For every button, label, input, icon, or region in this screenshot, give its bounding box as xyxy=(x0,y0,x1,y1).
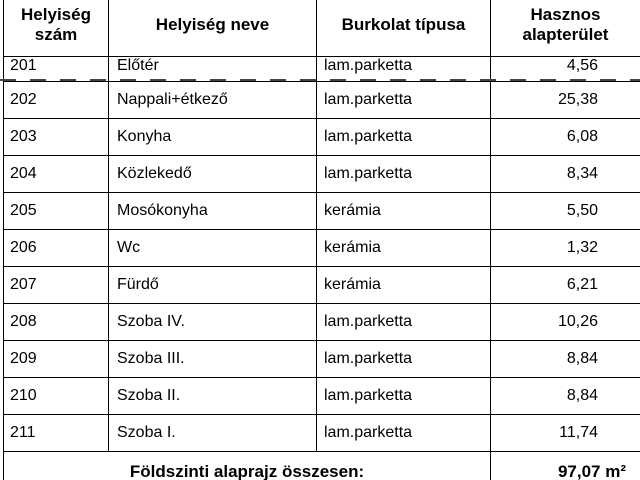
header-room-number xyxy=(4,0,109,57)
room-name: Szoba III. xyxy=(109,341,317,378)
room-name: Szoba IV. xyxy=(109,304,317,341)
room-name: Szoba II. xyxy=(109,378,317,415)
room-number: 203 xyxy=(4,119,109,156)
table-row xyxy=(4,415,640,452)
header-row xyxy=(4,0,640,57)
floor-type: lam.parketta xyxy=(317,341,491,378)
table-row xyxy=(4,57,640,82)
room-area: 11,74 xyxy=(491,415,640,452)
room-number: 206 xyxy=(4,230,109,267)
table-row xyxy=(4,119,640,156)
room-number: 202 xyxy=(4,82,109,119)
room-name: Mosókonyha xyxy=(109,193,317,230)
room-number: 210 xyxy=(4,378,109,415)
room-number: 209 xyxy=(4,341,109,378)
room-number: 211 xyxy=(4,415,109,452)
header-usable-area-line1: Hasznos xyxy=(530,5,601,24)
header-floor-type: Burkolat típusa xyxy=(317,0,491,57)
header-usable-area xyxy=(491,0,640,57)
floor-type: lam.parketta xyxy=(317,119,491,156)
room-name: Közlekedő xyxy=(109,156,317,193)
header-room-number-line1: Helyiség xyxy=(21,5,91,24)
floor-type: kerámia xyxy=(317,193,491,230)
header-room-name: Helyiség neve xyxy=(109,0,317,57)
floor-type: lam.parketta xyxy=(317,156,491,193)
room-number: 201 xyxy=(4,57,109,82)
floor-type: lam.parketta xyxy=(317,378,491,415)
room-area: 4,56 xyxy=(491,57,640,82)
total-value: 97,07 m² xyxy=(491,452,640,480)
table-row xyxy=(4,230,640,267)
table-row xyxy=(4,378,640,415)
room-number: 208 xyxy=(4,304,109,341)
floor-type: kerámia xyxy=(317,267,491,304)
room-area: 8,34 xyxy=(491,156,640,193)
room-area: 5,50 xyxy=(491,193,640,230)
room-area: 10,26 xyxy=(491,304,640,341)
total-row xyxy=(4,452,640,480)
floor-type: lam.parketta xyxy=(317,82,491,119)
header-usable-area-line2: alapterület xyxy=(522,25,609,44)
room-area-table xyxy=(3,0,640,480)
room-name: Előtér xyxy=(109,57,317,82)
room-area: 6,08 xyxy=(491,119,640,156)
table-row xyxy=(4,156,640,193)
room-number: 204 xyxy=(4,156,109,193)
room-number: 205 xyxy=(4,193,109,230)
table-row xyxy=(4,267,640,304)
room-area: 1,32 xyxy=(491,230,640,267)
room-area: 25,38 xyxy=(491,82,640,119)
room-name: Szoba I. xyxy=(109,415,317,452)
room-number: 207 xyxy=(4,267,109,304)
room-name: Konyha xyxy=(109,119,317,156)
table-row xyxy=(4,82,640,119)
floor-type: lam.parketta xyxy=(317,304,491,341)
floor-type: lam.parketta xyxy=(317,415,491,452)
room-area: 8,84 xyxy=(491,341,640,378)
table-row xyxy=(4,341,640,378)
room-name: Fürdő xyxy=(109,267,317,304)
header-room-number-line2: szám xyxy=(34,25,78,44)
total-label: Földszinti alaprajz összesen: xyxy=(4,452,491,480)
table-row xyxy=(4,193,640,230)
table-row xyxy=(4,304,640,341)
room-name: Nappali+étkező xyxy=(109,82,317,119)
dashed-cut-line xyxy=(0,79,640,81)
floor-type: lam.parketta xyxy=(317,57,491,82)
room-area: 8,84 xyxy=(491,378,640,415)
floor-type: kerámia xyxy=(317,230,491,267)
room-name: Wc xyxy=(109,230,317,267)
room-area: 6,21 xyxy=(491,267,640,304)
